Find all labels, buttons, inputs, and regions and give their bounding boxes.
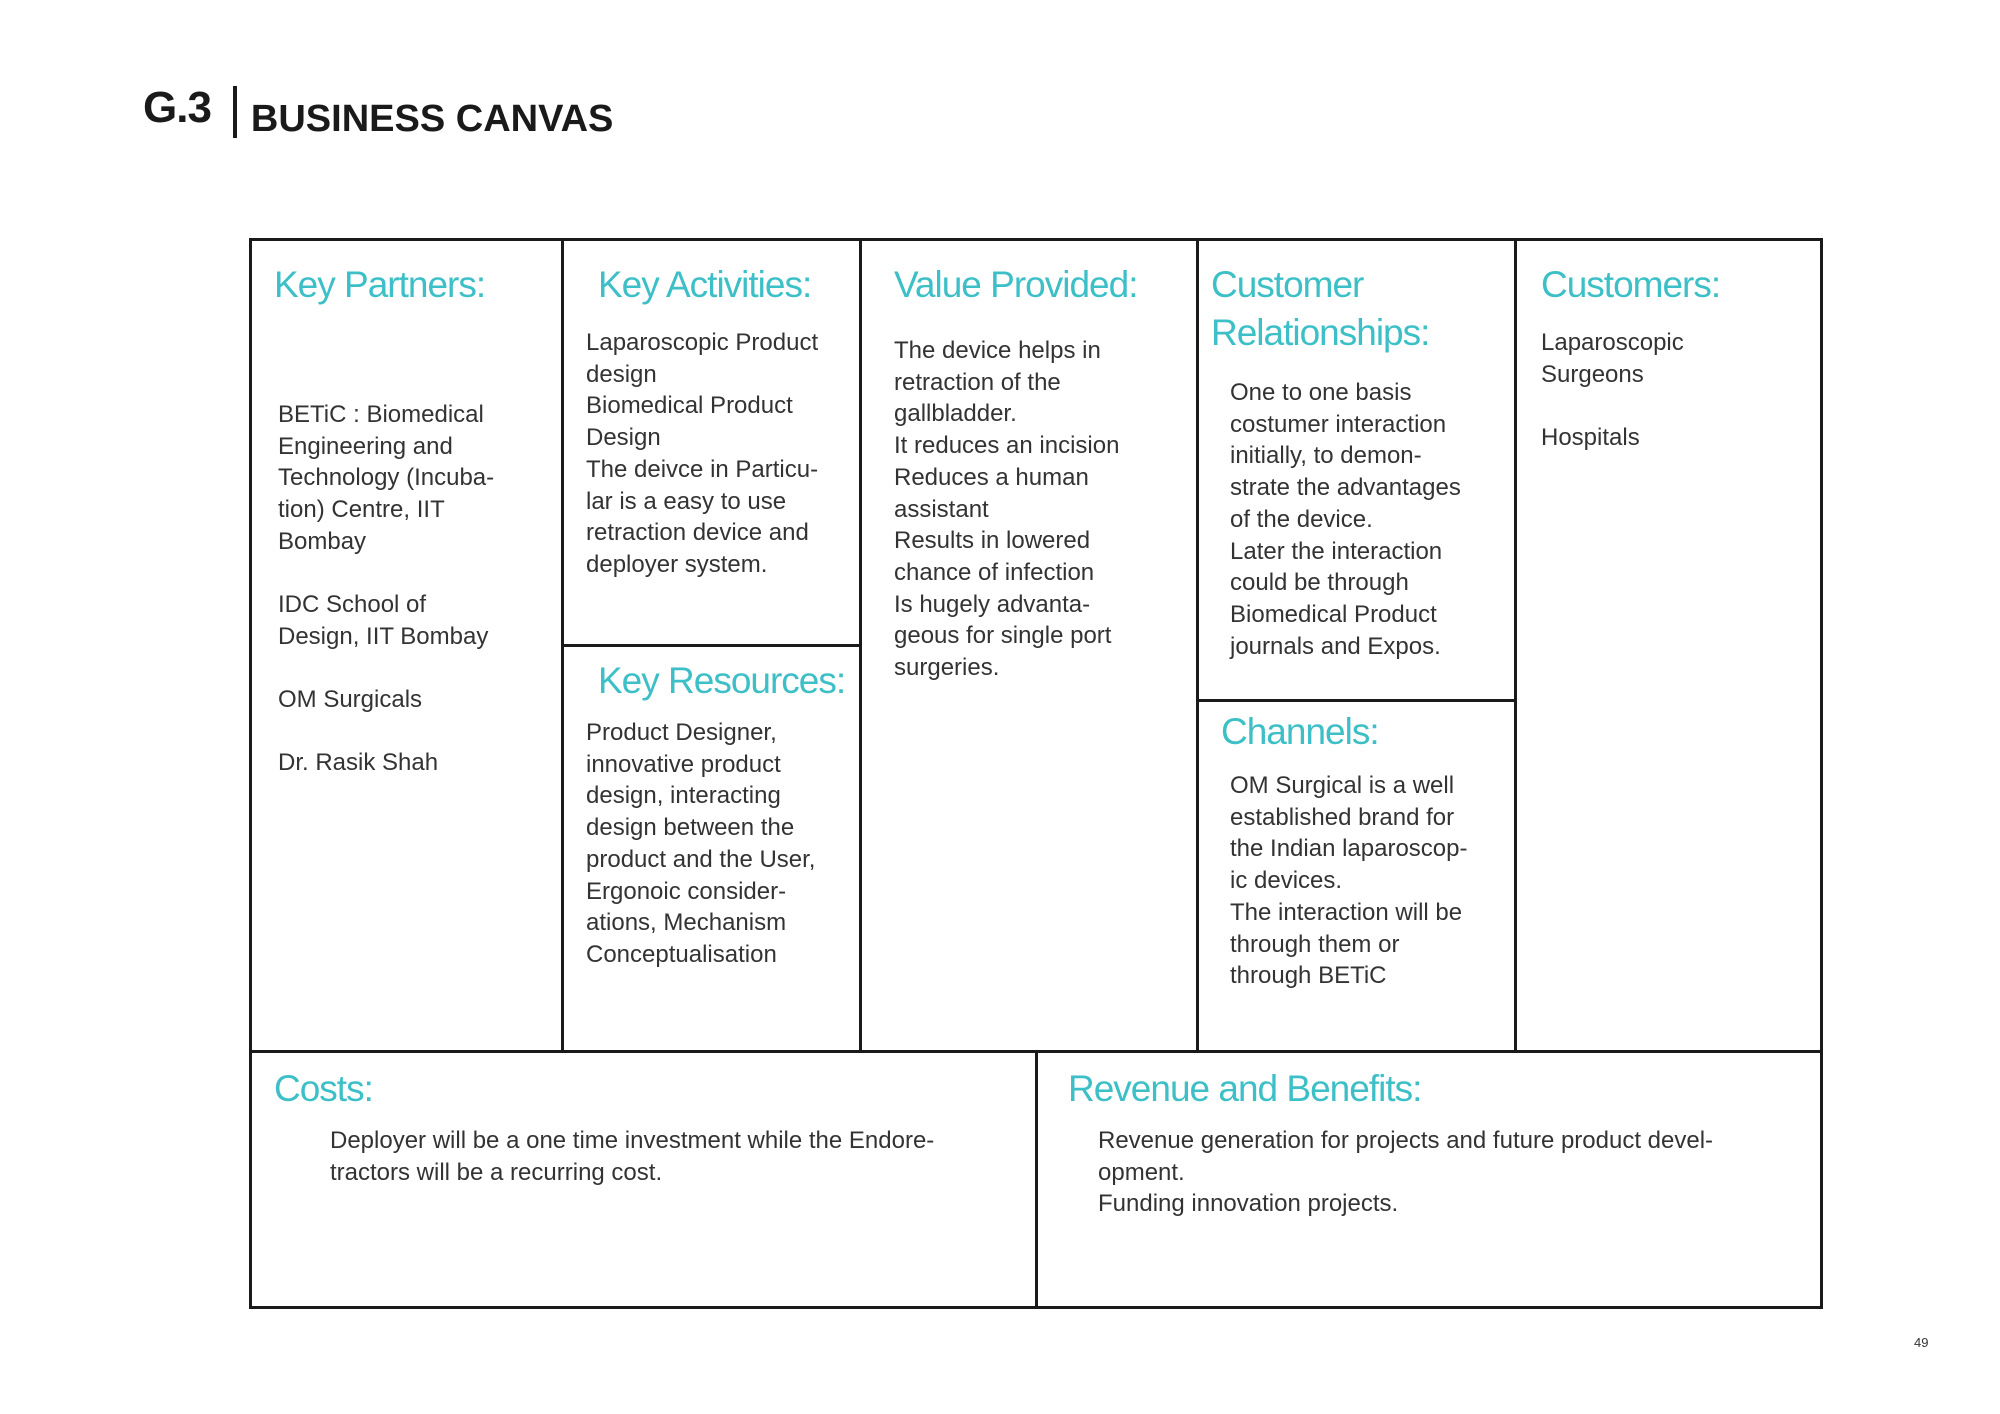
costs-heading: Costs: <box>274 1068 373 1109</box>
customers-item: Hospitals <box>1541 424 1640 451</box>
key-resources-heading: Key Resources: <box>598 660 846 701</box>
key-activities-cell <box>564 241 862 647</box>
page-title <box>143 78 613 138</box>
value-provided-cell <box>862 241 1199 1053</box>
revenue-heading: Revenue and Benefits: <box>1068 1068 1422 1109</box>
customers-item: Laparoscopic Surgeons <box>1541 329 1684 388</box>
key-partners-item: IDC School of Design, IIT Bombay <box>278 591 489 650</box>
key-resources-cell <box>564 647 862 1053</box>
revenue-text: Revenue generation for projects and future product devel- opment. Funding innovation projects. <box>1098 1127 1714 1218</box>
key-partners-item: Dr. Rasik Shah <box>278 749 439 776</box>
title-separator <box>233 86 237 138</box>
costs-cell <box>252 1053 1038 1306</box>
key-resources-text: Product Designer, innovative product design, interacting design between the product and the User, Ergonoic consider- ations, Mechanism Conceptualisation <box>586 719 816 968</box>
channels-text: OM Surgical is a well established brand for the Indian laparoscop- ic devices. The interaction will be through them or through BETiC <box>1230 772 1468 990</box>
costs-text: Deployer will be a one time investment while the Endore- tractors will be a recurring cost. <box>330 1127 935 1186</box>
key-partners-item: OM Surgicals <box>278 686 423 713</box>
revenue-cell <box>1038 1053 1820 1306</box>
business-canvas <box>249 238 1823 1309</box>
customer-relationships-cell <box>1199 241 1517 702</box>
key-activities-heading: Key Activities: <box>598 264 812 305</box>
customers-heading: Customers: <box>1541 264 1721 305</box>
value-provided-heading: Value Provided: <box>894 264 1138 305</box>
key-partners-item: BETiC : Biomedical Engineering and Technology (Incuba- tion) Centre, IIT Bombay <box>278 401 495 555</box>
section-code: G.3 <box>143 83 211 132</box>
key-partners-heading: Key Partners: <box>274 264 486 305</box>
key-partners-cell <box>252 241 564 1053</box>
key-activities-text: Laparoscopic Product design Biomedical Product Design The deivce in Particu- lar is a easy to use retraction device and deployer system. <box>586 329 819 578</box>
channels-cell <box>1199 702 1517 1053</box>
customer-relationships-heading: Customer <box>1211 264 1364 305</box>
channels-heading: Channels: <box>1221 711 1379 752</box>
customers-cell <box>1517 241 1820 1053</box>
customer-relationships-heading: Relationships: <box>1211 312 1430 353</box>
page-number: 49 <box>1914 1335 1929 1350</box>
section-title: BUSINESS CANVAS <box>250 98 614 140</box>
value-provided-text: The device helps in retraction of the gallbladder. It reduces an incision Reduces a human assistant Results in lowered chance of infection Is hugely advanta- geous for single port surgeries. <box>894 337 1120 682</box>
customer-relationships-text: One to one basis costumer interaction initially, to demon- strate the advantages of the device. Later the interaction could be through Biomedical Product journals and Expos. <box>1230 379 1461 660</box>
